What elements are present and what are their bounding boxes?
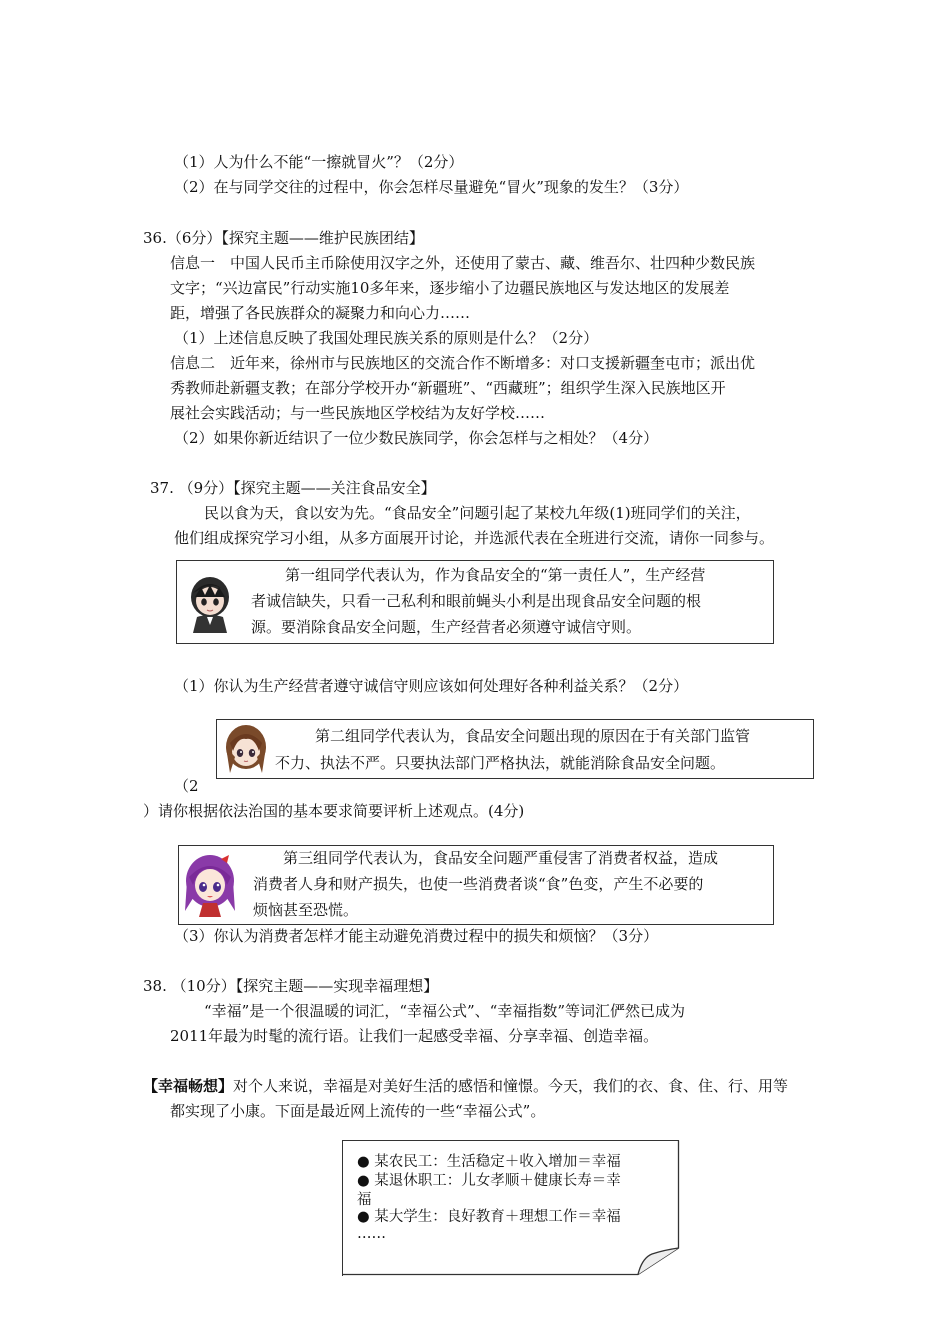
- q37-sub2: ）请你根据依法治国的基本要求简要评析上述观点。(4分): [143, 802, 525, 820]
- note-line-retiree: ● 某退休职工：儿女孝顺＋健康长寿＝幸: [357, 1173, 621, 1189]
- group2-line2: 不力、执法不严。只要执法部门严格执法，就能消除食品安全问题。: [275, 754, 726, 772]
- q36-title: 36.（6分）【探究主题——维护民族团结】: [143, 229, 424, 247]
- section-line2: 都实现了小康。下面是最近网上流传的一些“幸福公式”。: [170, 1102, 546, 1120]
- q37-intro-line1: 民以食为天，食以安为先。“食品安全”问题引起了某校九年级(1)班同学们的关注，: [204, 504, 751, 522]
- q38-intro-line2: 2011年最为时髦的流行语。让我们一起感受幸福、分享幸福、创造幸福。: [170, 1027, 659, 1045]
- section-label-happiness: 【幸福畅想】: [143, 1077, 234, 1095]
- q37-sub1: （1）你认为生产经营者遵守诚信守则应该如何处理好各种利益关系？（2分）: [174, 677, 689, 695]
- q36-info1-line1: 信息一 中国人民币主币除使用汉字之外，还使用了蒙古、藏、维吾尔、壮四种少数民族: [170, 254, 756, 272]
- q37-intro-line2: 他们组成探究学习小组，从多方面展开讨论，并选派代表在全班进行交流，请你一同参与。: [174, 529, 775, 547]
- q35-sub2: （2）在与同学交往的过程中，你会怎样尽量避免“冒火”现象的发生？（3分）: [174, 178, 689, 196]
- group3-line2: 消费者人身和财产损失，也使一些消费者谈“食”色变，产生不必要的: [253, 875, 704, 893]
- note-line-migrant-worker: ● 某农民工：生活稳定＋收入增加＝幸福: [357, 1154, 621, 1170]
- q36-sub1: （1）上述信息反映了我国处理民族关系的原则是什么？（2分）: [174, 329, 599, 347]
- q38-title: 38. （10分）【探究主题——实现幸福理想】: [143, 977, 439, 995]
- note-line-student: ● 某大学生：良好教育＋理想工作＝幸福: [357, 1209, 621, 1225]
- group1-opinion-box: [176, 560, 774, 644]
- q36-info1-line2: 文字；“兴边富民”行动实施10多年来，逐步缩小了边疆民族地区与发达地区的发展差: [170, 279, 730, 297]
- q36-info2-line2: 秀教师赴新疆支教；在部分学校开办“新疆班”、“西藏班”；组织学生深入民族地区开: [170, 379, 726, 397]
- section-line1: 对个人来说，幸福是对美好生活的感悟和憧憬。今天，我们的衣、食、住、行、用等: [233, 1077, 789, 1095]
- q36-info2-line1: 信息二 近年来，徐州市与民族地区的交流合作不断增多：对口支援新疆奎屯市；派出优: [170, 354, 756, 372]
- group1-line3: 源。要消除食品安全问题，生产经营者必须遵守诚信守则。: [251, 618, 642, 636]
- note-line-retiree-cont: 福: [357, 1192, 372, 1208]
- group1-line1: 第一组同学代表认为，作为食品安全的“第一责任人”，生产经营: [285, 566, 706, 584]
- q38-intro-line1: “幸福”是一个很温暖的词汇，“幸福公式”、“幸福指数”等词汇俨然已成为: [204, 1002, 686, 1020]
- q35-sub1: （1）人为什么不能“一擦就冒火”？（2分）: [174, 153, 464, 171]
- folded-corner-icon: [342, 1140, 682, 1280]
- group3-opinion-box: [178, 845, 774, 925]
- group1-line2: 者诚信缺失，只看一己私利和眼前蝇头小利是出现食品安全问题的根: [251, 592, 702, 610]
- note-line-ellipsis: ……: [357, 1226, 386, 1242]
- purple-hair-girl-avatar-icon: [181, 851, 239, 917]
- group3-line3: 烦恼甚至恐慌。: [253, 901, 359, 919]
- group2-opinion-box: [216, 719, 814, 779]
- q36-info2-line3: 展社会实践活动；与一些民族地区学校结为友好学校……: [170, 404, 546, 422]
- q37-sub3: （3）你认为消费者怎样才能主动避免消费过程中的损失和烦恼？（3分）: [174, 927, 659, 945]
- q37-title: 37. （9分）【探究主题——关注食品安全】: [150, 479, 436, 497]
- group2-line1: 第二组同学代表认为，食品安全问题出现的原因在于有关部门监管: [315, 727, 751, 745]
- boy-avatar-icon: [183, 571, 237, 633]
- girl-avatar-icon: [221, 723, 271, 775]
- q36-sub2: （2）如果你新近结识了一位少数民族同学，你会怎样与之相处？（4分）: [174, 429, 659, 447]
- group3-line1: 第三组同学代表认为，食品安全问题严重侵害了消费者权益，造成: [283, 849, 719, 867]
- q36-info1-line3: 距，增强了各民族群众的凝聚力和向心力……: [170, 304, 471, 322]
- q37-sub2-number: （2: [174, 777, 199, 795]
